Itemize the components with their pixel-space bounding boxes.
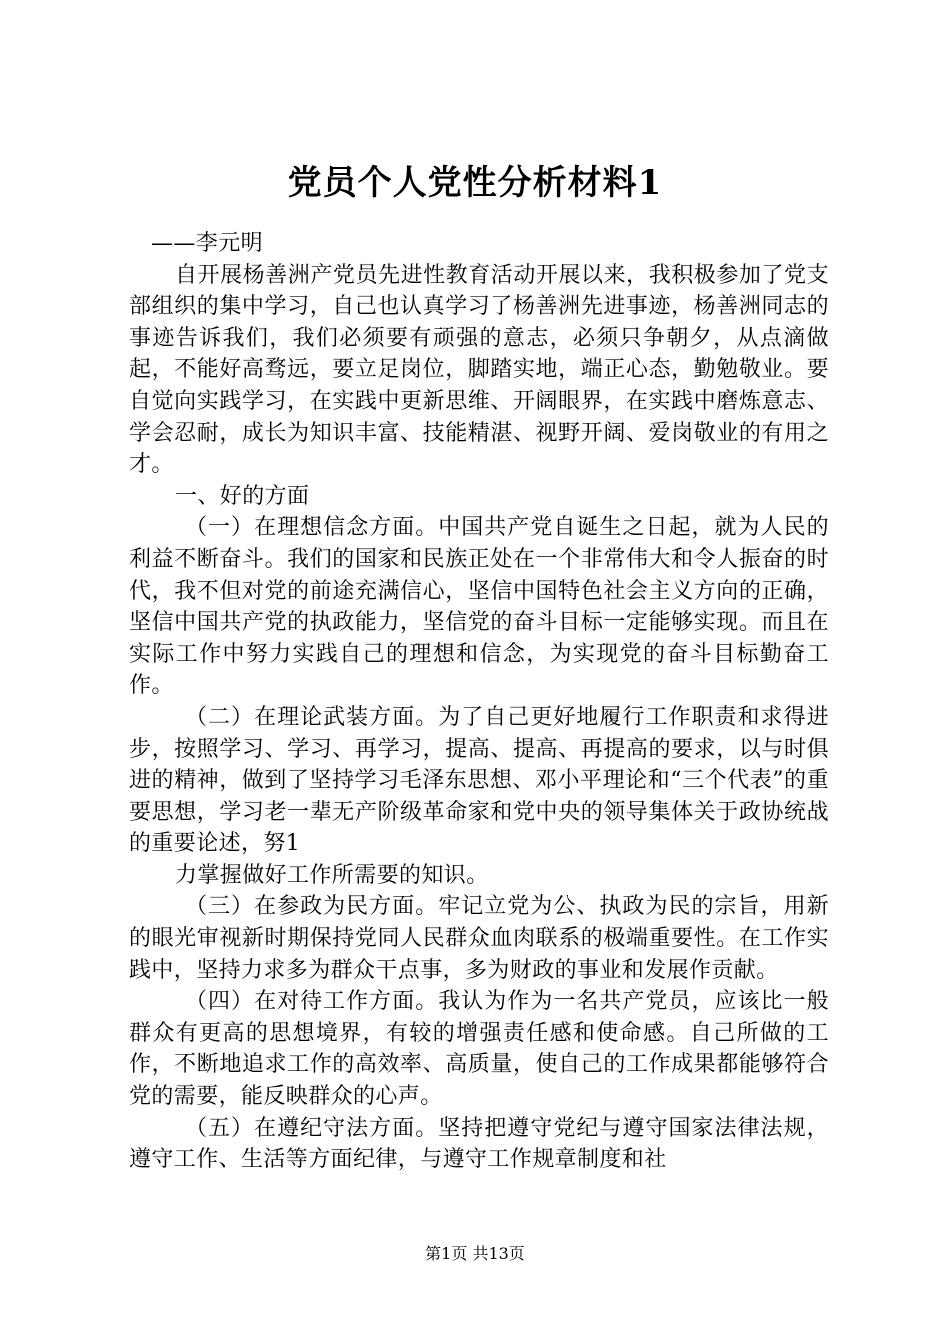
document-body — [129, 228, 829, 1176]
document-title: 党员个人党性分析材料1 — [287, 163, 663, 203]
paragraph-theory: （二）在理论武装方面。为了自己更好地履行工作职责和求得进步，按照学习、学习、再学习，提高、提高、再提高的要求，以与时俱进的精神，做到了坚持学习毛泽东思想、邓小平理论和“三个代表”的重要思想，学习老一辈无产阶级革命家和党中央的领导集体关于政协统战的重要论述，努1 — [129, 704, 829, 857]
paragraph-intro: 自开展杨善洲产党员先进性教育活动开展以来，我积极参加了党支部组织的集中学习，自己也认真学习了杨善洲先进事迹，杨善洲同志的事迹告诉我们，我们必须要有顽强的意志，必须只争朝夕，从点滴做起，不能好高骛远，要立足岗位，脚踏实地，端正心态，勤勉敬业。要自觉向实践学习，在实践中更新思维、开阔眼界，在实践中磨炼意志、学会忍耐，成长为知识丰富、技能精湛、视野开阔、爱岗敬业的有用之才。 — [129, 262, 829, 478]
author-line: ——李元明 — [151, 231, 264, 256]
page-number: 第1页 共13页 — [425, 1244, 525, 1263]
paragraph-service: （三）在参政为民方面。牢记立党为公、执政为民的宗旨，用新的眼光审视新时期保持党同人民群众血肉联系的极端重要性。在工作实践中，坚持力求多为群众干点事，多为财政的事业和发展作贡献。 — [129, 894, 829, 983]
paragraph-discipline: （五）在遵纪守法方面。坚持把遵守党纪与遵守国家法律法规，遵守工作、生活等方面纪律，与遵守工作规章制度和社 — [129, 1115, 829, 1173]
paragraph-work: （四）在对待工作方面。我认为作为一名共产党员，应该比一般群众有更高的思想境界，有较的增强责任感和使命感。自己所做的工作，不断地追求工作的高效率、高质量，使自己的工作成果都能够符合党的需要，能反映群众的心声。 — [129, 989, 829, 1110]
paragraph-continuation: 力掌握做好工作所需要的知识。 — [175, 862, 489, 888]
paragraph-ideals: （一）在理想信念方面。中国共产党自诞生之日起，就为人民的利益不断奋斗。我们的国家和民族正处在一个非常伟大和令人振奋的时代，我不但对党的前途充满信心，坚信中国特色社会主义方向的正确，坚信中国共产党的执政能力，坚信党的奋斗目标一定能够实现。而且在实际工作中努力实践自己的理想和信念，为实现党的奋斗目标勤奋工作。 — [129, 515, 829, 699]
section-heading: 一、好的方面 — [175, 483, 310, 509]
